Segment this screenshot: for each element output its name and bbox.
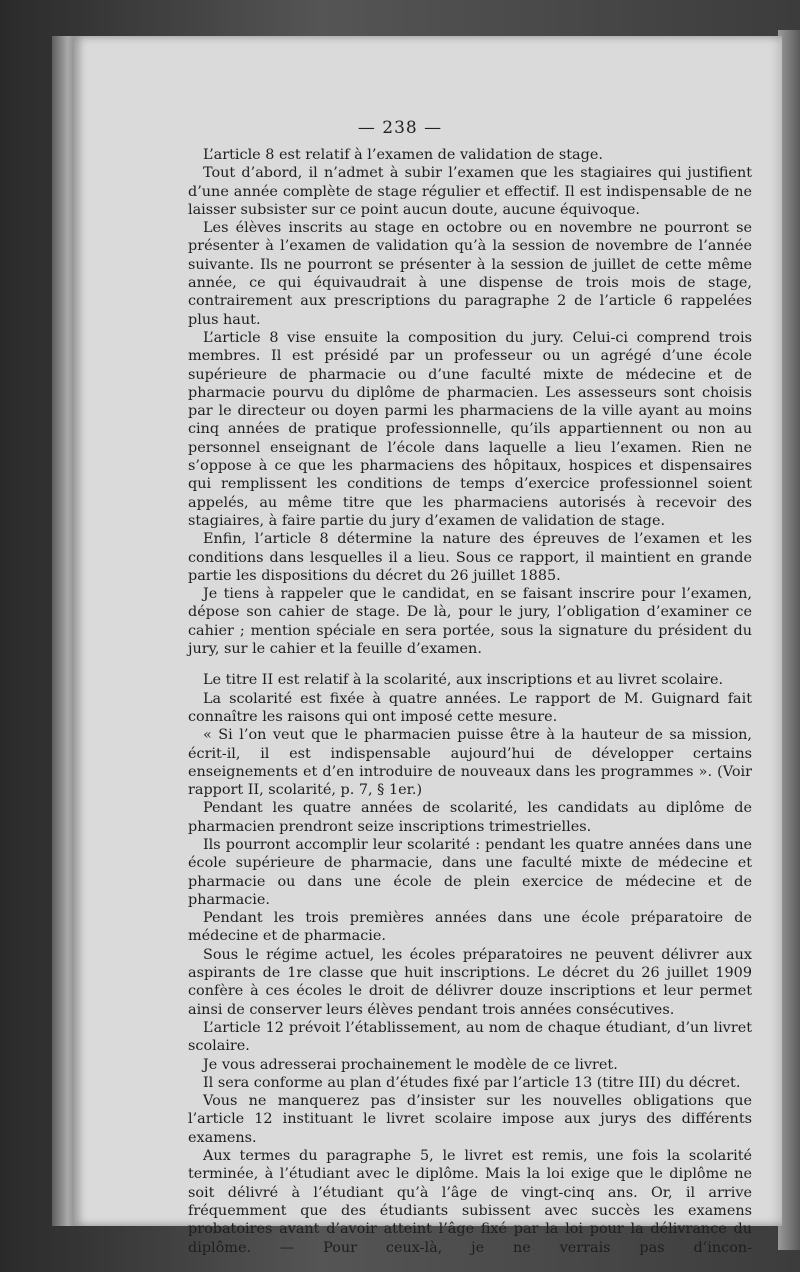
paragraph: L’article 8 vise ensuite la composition du jury. Celui-ci comprend trois membres. Il est présidé par un professeur ou un agrégé d’une école supérieure de pharmacie ou d’une faculté mixte de médecine et de pharmacie pourvu du diplôme de pharmacien. Les assesseurs sont choisis par le directeur ou doyen parmi les pharmaciens de la ville ayant au moins cinq années de pratique professionnelle, qu’ils appartiennent ou non au personnel enseignant de l’école dans laquelle a lieu l’examen. Rien ne s’oppose à ce que les pharmaciens des hôpitaux, hospices et dispensaires qui remplissent les conditions de temps d’exercice professionnel soient appelés, au même titre que les pharmaciens autorisés à recevoir des stagiaires, à faire partie du jury d’examen de validation de stage.	[188, 329, 752, 529]
paragraph: Vous ne manquerez pas d’insister sur les nouvelles obligations que l’article 12 instituant le livret scolaire impose aux jurys des différents examens.	[188, 1093, 752, 1146]
paragraph: Je tiens à rappeler que le candidat, en se faisant inscrire pour l’examen, dépose son cahier de stage. De là, pour le jury, l’obligation d’examiner ce cahier ; mention spéciale en sera portée, sous la signature du président du jury, sur le cahier et la feuille d’examen.	[188, 586, 752, 658]
paragraph: Tout d’abord, il n’admet à subir l’examen que les stagiaires qui justifient d’une année complète de stage régulier et effectif. Il est indispensable de ne laisser subsister sur ce point aucun doute, aucune équivoque.	[188, 165, 752, 218]
paragraph: Je vous adresserai prochainement le modèle de ce livret.	[203, 1056, 618, 1073]
page-number: — 238 —	[357, 118, 443, 138]
paragraph: L’article 12 prévoit l’établissement, au nom de chaque étudiant, d’un livret scolaire.	[188, 1019, 752, 1055]
paragraph: Ils pourront accomplir leur scolarité : pendant les quatre années dans une école supérieure de pharmacie, dans une faculté mixte de médecine et pharmacie ou dans une école de plein exercice de médecine et de pharmacie.	[188, 836, 752, 908]
page-body	[188, 146, 752, 1257]
paragraph: « Si l’on veut que le pharmacien puisse être à la hauteur de sa mission, écrit-il, il est indispensable aujourd’hui de développer certains enseignements et d’en introduire de nouveaux dans les programmes ». (Voir rapport II, scolarité, p. 7, § 1er.)	[188, 727, 752, 799]
paragraph: Le titre II est relatif à la scolarité, aux inscriptions et au livret scolaire.	[203, 672, 724, 689]
paragraph: Enfin, l’article 8 détermine la nature des épreuves de l’examen et les conditions dans lesquelles il a lieu. Sous ce rapport, il maintient en grande partie les dispositions du décret du 26 juillet 1885.	[188, 531, 752, 584]
paragraph: Pendant les quatre années de scolarité, les candidats au diplôme de pharmacien prendront seize inscriptions trimestrielles.	[188, 800, 752, 835]
paragraph: Aux termes du paragraphe 5, le livret est remis, une fois la scolarité terminée, à l’étudiant avec le diplôme. Mais la loi exige que le diplôme ne soit délivré à l’étudiant qu’à l’âge de vingt-cinq ans. Or, il arrive fréquemment que des étudiants subissent avec succès les examens probatoires avant d’avoir atteint l’âge fixé par la loi pour la délivrance du diplôme. — Pour ceux-là, je ne verrais pas d’incon-	[188, 1148, 752, 1256]
paragraph: Il sera conforme au plan d’études fixé par l’article 13 (titre III) du décret.	[203, 1074, 741, 1091]
paragraph: Sous le régime actuel, les écoles préparatoires ne peuvent délivrer aux aspirants de 1re classe que huit inscriptions. Le décret du 26 juillet 1909 confère à ces écoles le droit de délivrer douze inscriptions et leur permet ainsi de conserver leurs élèves pendant trois années consécutives.	[188, 946, 752, 1018]
paragraph: Les élèves inscrits au stage en octobre ou en novembre ne pourront se présenter à l’examen de validation qu’à la session de novembre de l’année suivante. Ils ne pourront se présenter à la session de juillet de cette même année, ce qui équivaudrait à une dispense de trois mois de stage, contrairement aux prescriptions du paragraphe 2 de l’article 6 rappelées plus haut.	[188, 220, 752, 328]
paragraph: La scolarité est fixée à quatre années. Le rapport de M. Guignard fait connaître les raisons qui ont imposé cette mesure.	[188, 690, 752, 725]
paragraph: L’article 8 est relatif à l’examen de validation de stage.	[203, 147, 603, 163]
paragraph: Pendant les trois premières années dans une école préparatoire de médecine et de pharmacie.	[188, 910, 752, 945]
